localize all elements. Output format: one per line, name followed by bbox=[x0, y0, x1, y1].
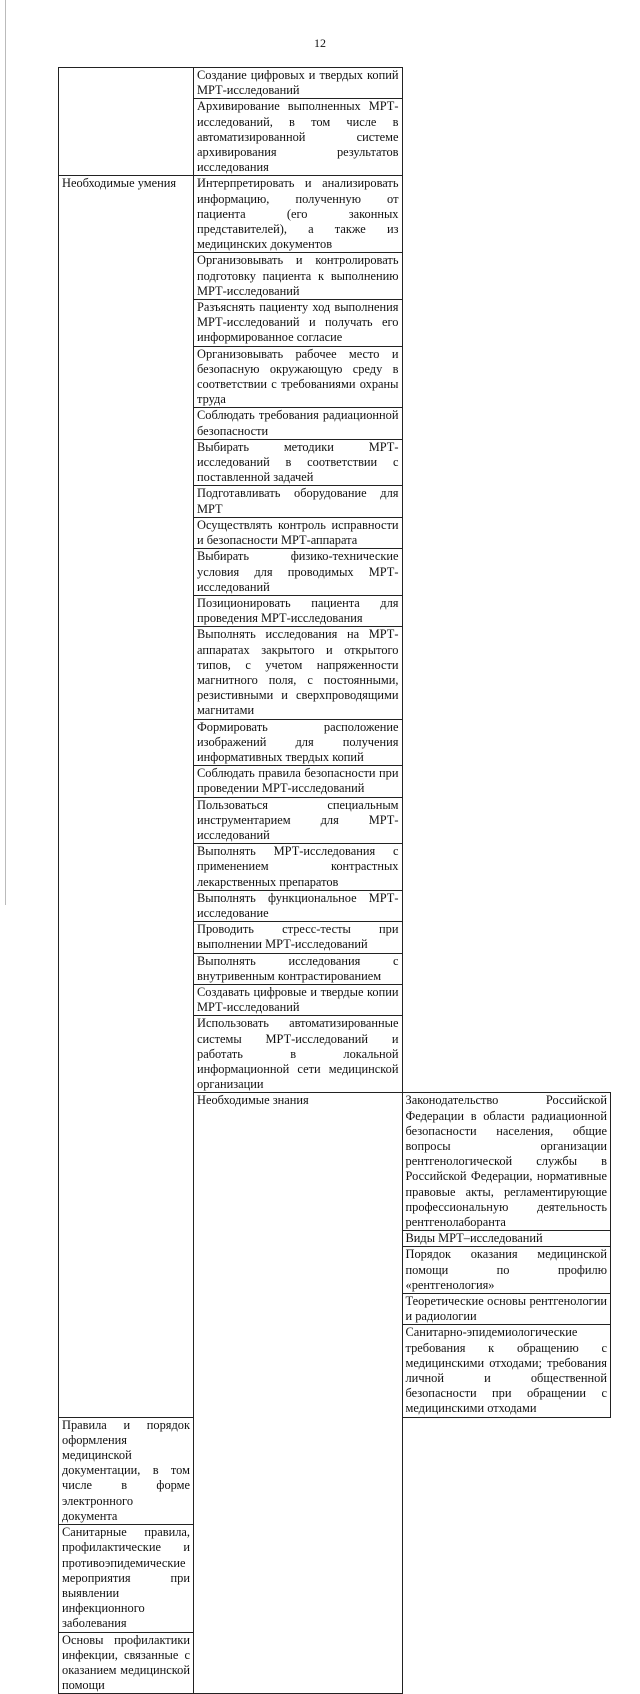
requirement-text-cell: Основы профилактики инфекции, связанные с оказанием медицинской помощи bbox=[59, 1632, 194, 1694]
requirement-text-cell: Соблюдать требования радиационной безопасности bbox=[194, 408, 403, 439]
requirement-text-cell: Виды МРТ–исследований bbox=[402, 1231, 611, 1247]
requirement-text-cell: Санитарные правила, профилактические и противоэпидемические мероприятия при выявлении инфекционного заболевания bbox=[59, 1525, 194, 1632]
requirement-text-cell: Осуществлять контроль исправности и безопасности МРТ-аппарата bbox=[194, 517, 403, 548]
requirement-text-cell: Выполнять МРТ-исследования с применением контрастных лекарственных препаратов bbox=[194, 844, 403, 891]
requirement-text-cell: Позиционировать пациента для проведения МРТ-исследования bbox=[194, 595, 403, 626]
requirement-text-cell: Пользоваться специальным инструментарием для МРТ-исследований bbox=[194, 797, 403, 844]
requirement-text-cell: Выполнять функциональное МРТ-исследование bbox=[194, 890, 403, 921]
requirement-text-cell: Подготавливать оборудование для МРТ bbox=[194, 486, 403, 517]
requirement-text-cell: Соблюдать правила безопасности при проведении МРТ-исследований bbox=[194, 766, 403, 797]
requirement-text-cell: Санитарно-эпидемиологические требования к обращению с медицинскими отходами; требования личной и общественной безопасности при обращении с медицинскими отходами bbox=[402, 1325, 611, 1417]
requirement-text-cell: Интерпретировать и анализировать информацию, полученную от пациента (его законных представителей), а также из медицинских документов bbox=[194, 176, 403, 253]
section-heading-cell: Необходимые знания bbox=[194, 1093, 403, 1694]
requirement-text-cell: Создание цифровых и твердых копий МРТ-исследований bbox=[194, 68, 403, 99]
requirement-text-cell: Разъяснять пациенту ход выполнения МРТ-исследований и получать его информированное согласие bbox=[194, 300, 403, 347]
requirement-text-cell: Правила и порядок оформления медицинской документации, в том числе в форме электронного документа bbox=[59, 1417, 194, 1524]
requirement-text-cell: Выполнять исследования с внутривенным контрастированием bbox=[194, 953, 403, 984]
table-row bbox=[59, 176, 611, 253]
section-cell-continued bbox=[59, 68, 194, 176]
requirements-table-body bbox=[59, 68, 611, 1694]
requirement-text-cell: Выбирать физико-технические условия для проводимых МРТ-исследований bbox=[194, 549, 403, 596]
requirement-text-cell: Создавать цифровые и твердые копии МРТ-исследований bbox=[194, 984, 403, 1015]
requirement-text-cell: Законодательство Российской Федерации в области радиационной безопасности населения, общие вопросы организации рентгенологической службы в Российской Федерации, нормативные правовые акты, регламентирующие профессиональную деятельность рентгенолаборанта bbox=[402, 1093, 611, 1231]
section-heading-cell: Необходимые умения bbox=[59, 176, 194, 1417]
table-row bbox=[59, 68, 611, 99]
requirement-text-cell: Организовывать и контролировать подготовку пациента к выполнению МРТ-исследований bbox=[194, 253, 403, 300]
requirement-text-cell: Использовать автоматизированные системы МРТ-исследований и работать в локальной информационной сети медицинской организации bbox=[194, 1016, 403, 1093]
requirement-text-cell: Выбирать методики МРТ-исследований в соответствии с поставленной задачей bbox=[194, 439, 403, 486]
scan-edge-line bbox=[5, 0, 6, 905]
requirement-text-cell: Организовывать рабочее место и безопасную окружающую среду в соответствии с требованиями охраны труда bbox=[194, 346, 403, 408]
requirement-text-cell: Архивирование выполненных МРТ-исследований, в том числе в автоматизированной системе архивирования результатов исследования bbox=[194, 99, 403, 176]
requirements-table bbox=[58, 67, 611, 1694]
requirement-text-cell: Порядок оказания медицинской помощи по профилю «рентгенология» bbox=[402, 1247, 611, 1294]
requirement-text-cell: Формировать расположение изображений для получения информативных твердых копий bbox=[194, 719, 403, 766]
requirement-text-cell: Теоретические основы рентгенологии и радиологии bbox=[402, 1294, 611, 1325]
page-number: 12 bbox=[314, 36, 326, 50]
requirement-text-cell: Проводить стресс-тесты при выполнении МРТ-исследований bbox=[194, 922, 403, 953]
requirement-text-cell: Выполнять исследования на МРТ-аппаратах закрытого и открытого типов, с учетом напряженности магнитного поля, с постоянными, резистивными и сверхпроводящими магнитами bbox=[194, 627, 403, 719]
